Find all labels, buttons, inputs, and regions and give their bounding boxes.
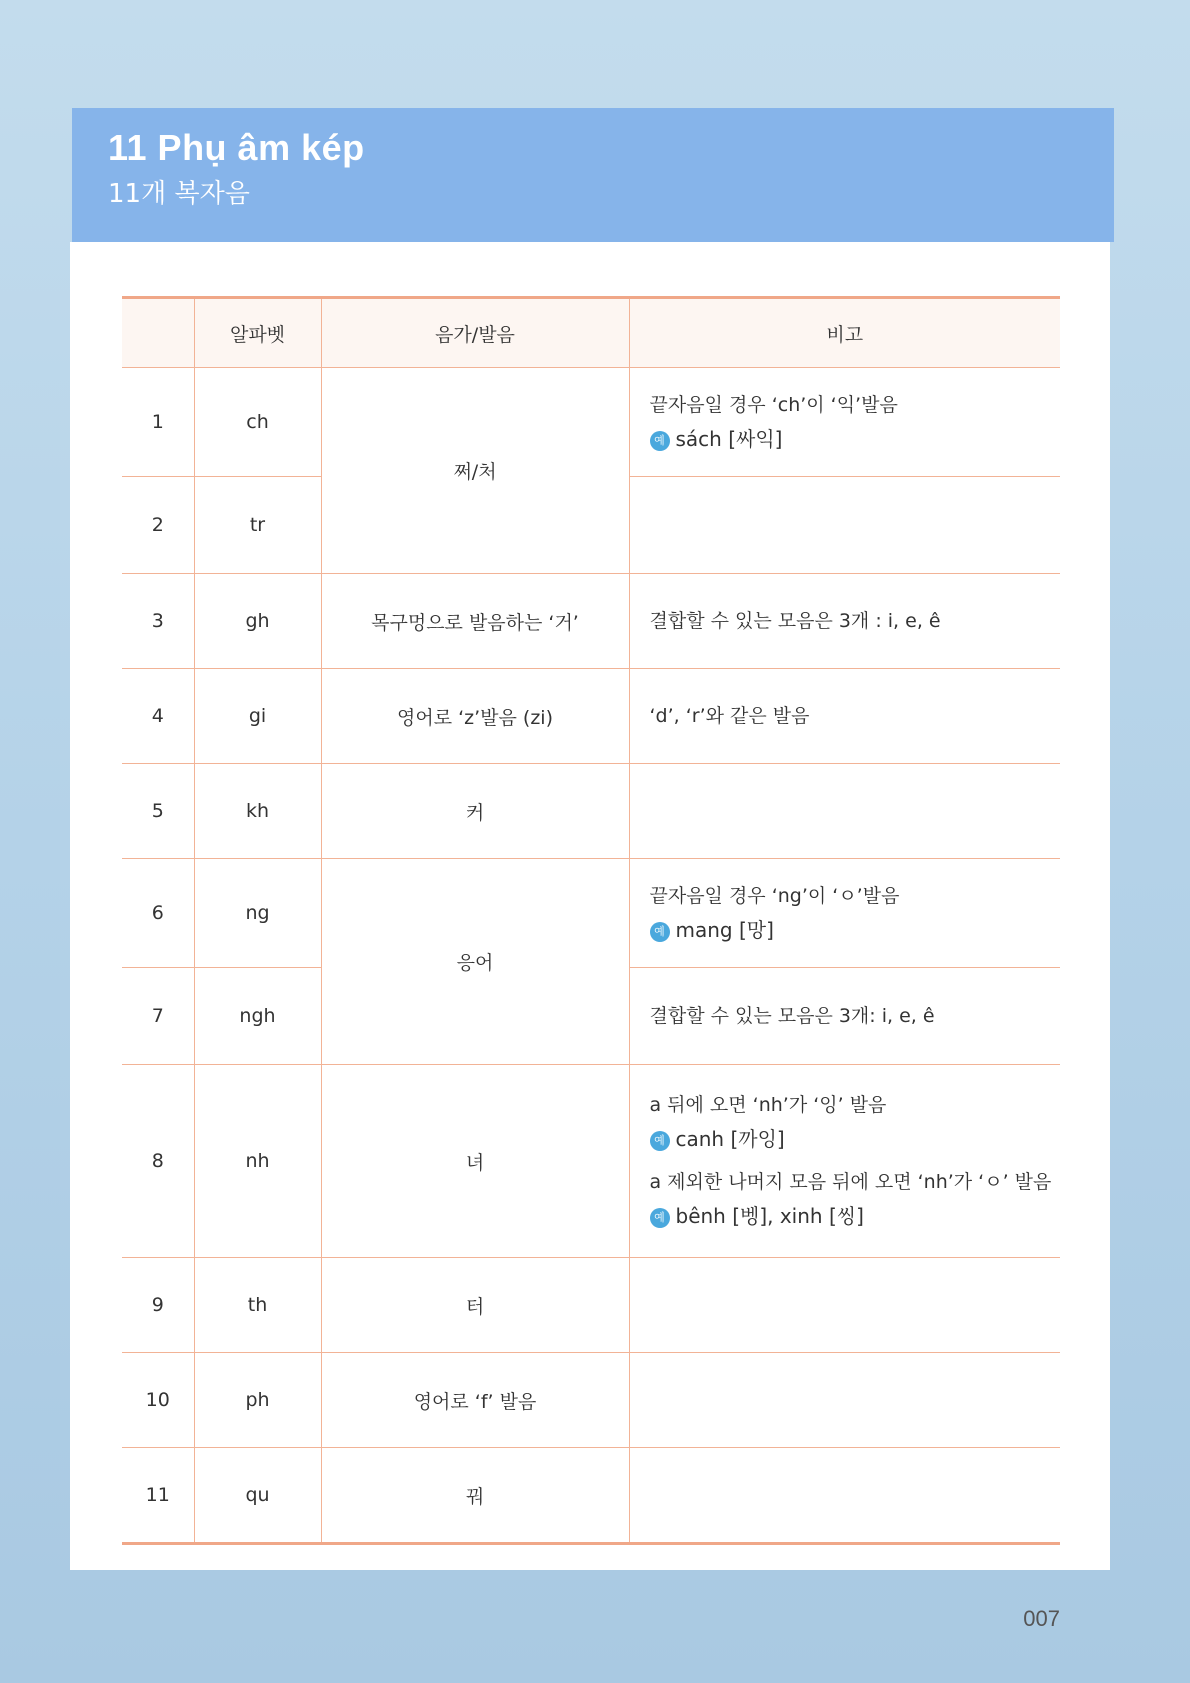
row-number: 1 bbox=[122, 368, 194, 477]
row-sound: 영어로 ‘z’발음 (zi) bbox=[321, 669, 629, 764]
row-sound: 터 bbox=[321, 1258, 629, 1353]
row-letter: kh bbox=[194, 764, 321, 859]
example-badge-icon: 예 bbox=[650, 1131, 670, 1151]
table-row bbox=[122, 368, 1060, 477]
row-letter: nh bbox=[194, 1065, 321, 1258]
row-note: 결합할 수 있는 모음은 3개 : i, e, ê bbox=[629, 574, 1060, 669]
example-badge-icon: 예 bbox=[650, 1208, 670, 1228]
table-row bbox=[122, 1258, 1060, 1353]
double-consonant-table bbox=[122, 296, 1060, 1545]
example-line bbox=[650, 1199, 1061, 1234]
row-note: ‘d’, ‘r’와 같은 발음 bbox=[629, 669, 1060, 764]
row-number: 10 bbox=[122, 1353, 194, 1448]
row-letter: th bbox=[194, 1258, 321, 1353]
row-sound: 꿔 bbox=[321, 1448, 629, 1544]
example-line bbox=[650, 913, 1061, 948]
row-letter: qu bbox=[194, 1448, 321, 1544]
table-row bbox=[122, 1448, 1060, 1544]
row-note bbox=[629, 477, 1060, 574]
note-text: 끝자음일 경우 ‘ch’이 ‘익’발음 bbox=[649, 393, 898, 416]
table-row bbox=[122, 764, 1060, 859]
section-subtitle: 11개 복자음 bbox=[108, 179, 250, 209]
row-sound: 영어로 ‘f’ 발음 bbox=[321, 1353, 629, 1448]
table-row bbox=[122, 1065, 1060, 1258]
note-block bbox=[650, 1088, 1061, 1157]
row-number: 6 bbox=[122, 859, 194, 968]
note-text: 끝자음일 경우 ‘ng’이 ‘ㅇ’발음 bbox=[649, 884, 900, 907]
row-letter: tr bbox=[194, 477, 321, 574]
note-text: a 뒤에 오면 ‘nh’가 ‘잉’ 발음 bbox=[649, 1094, 887, 1116]
example-text: canh [까잉] bbox=[675, 1127, 785, 1151]
row-sound: 커 bbox=[321, 764, 629, 859]
row-sound: 목구멍으로 발음하는 ‘거’ bbox=[321, 574, 629, 669]
example-text: sách [싸익] bbox=[675, 426, 783, 451]
table-header-row bbox=[122, 298, 1060, 368]
header-alphabet: 알파벳 bbox=[194, 298, 321, 368]
table-row bbox=[122, 669, 1060, 764]
row-number: 11 bbox=[122, 1448, 194, 1544]
table-row bbox=[122, 859, 1060, 968]
table-row bbox=[122, 1353, 1060, 1448]
row-note bbox=[629, 368, 1060, 477]
example-line bbox=[650, 1122, 1061, 1157]
header-remarks: 비고 bbox=[629, 298, 1060, 368]
example-badge-icon: 예 bbox=[650, 922, 670, 942]
row-sound: 쩌/처 bbox=[321, 368, 629, 574]
row-number: 2 bbox=[122, 477, 194, 574]
example-text: mang [망] bbox=[675, 917, 774, 942]
header-sound: 음가/발음 bbox=[321, 298, 629, 368]
section-title: 11 Phụ âm kép bbox=[108, 127, 365, 168]
content-sheet bbox=[70, 242, 1110, 1570]
row-letter: gh bbox=[194, 574, 321, 669]
note-text: a 제외한 나머지 모음 뒤에 오면 ‘nh’가 ‘ㅇ’ 발음 bbox=[649, 1171, 1052, 1193]
row-note: 결합할 수 있는 모음은 3개: i, e, ê bbox=[629, 968, 1060, 1065]
page-number: 007 bbox=[1023, 1606, 1060, 1631]
row-note bbox=[629, 764, 1060, 859]
row-number: 8 bbox=[122, 1065, 194, 1258]
table-row bbox=[122, 574, 1060, 669]
note-block bbox=[650, 1165, 1061, 1234]
row-note bbox=[629, 1258, 1060, 1353]
example-badge-icon: 예 bbox=[650, 431, 670, 451]
row-number: 3 bbox=[122, 574, 194, 669]
row-note bbox=[629, 859, 1060, 968]
row-letter: ngh bbox=[194, 968, 321, 1065]
example-line bbox=[650, 422, 1061, 457]
row-number: 7 bbox=[122, 968, 194, 1065]
row-letter: gi bbox=[194, 669, 321, 764]
row-number: 9 bbox=[122, 1258, 194, 1353]
row-note bbox=[629, 1065, 1060, 1258]
row-letter: ch bbox=[194, 368, 321, 477]
row-sound: 응어 bbox=[321, 859, 629, 1065]
row-number: 4 bbox=[122, 669, 194, 764]
row-letter: ng bbox=[194, 859, 321, 968]
header-number bbox=[122, 298, 194, 368]
row-note bbox=[629, 1353, 1060, 1448]
example-text: bênh [벵], xinh [씽] bbox=[675, 1204, 864, 1228]
row-sound: 녀 bbox=[321, 1065, 629, 1258]
row-letter: ph bbox=[194, 1353, 321, 1448]
row-number: 5 bbox=[122, 764, 194, 859]
section-header bbox=[72, 108, 1114, 242]
row-note bbox=[629, 1448, 1060, 1544]
